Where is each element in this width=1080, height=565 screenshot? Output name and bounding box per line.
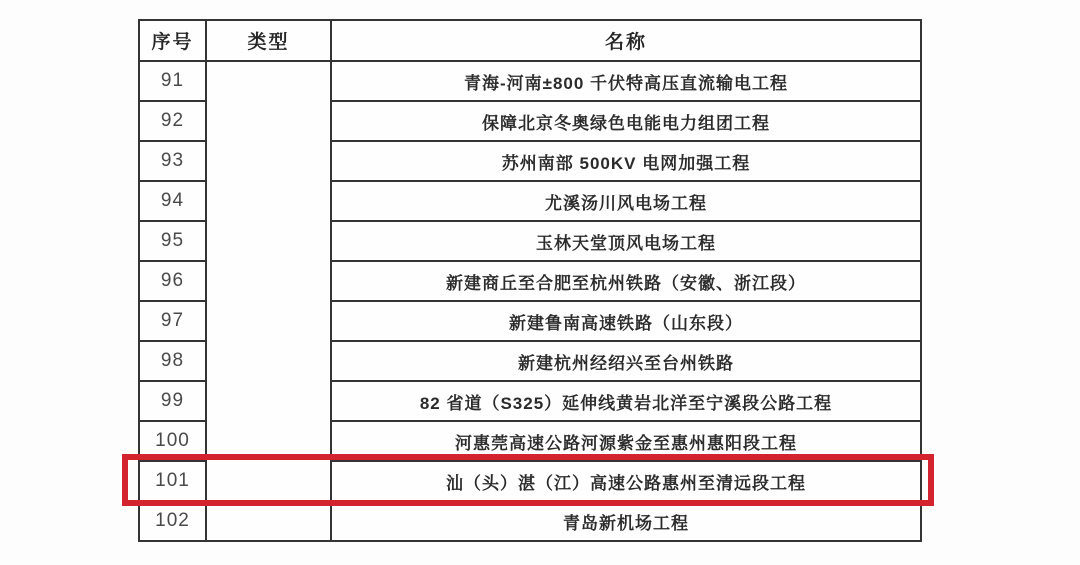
cell-row-number: 95 <box>139 221 206 261</box>
cell-project-name: 新建鲁南高速铁路（山东段） <box>331 301 921 341</box>
cell-project-name: 河惠莞高速公路河源紫金至惠州惠阳段工程 <box>331 421 921 461</box>
cell-row-number: 102 <box>139 501 206 541</box>
cell-project-name: 青岛新机场工程 <box>331 501 921 541</box>
cell-row-number: 98 <box>139 341 206 381</box>
cell-row-number: 97 <box>139 301 206 341</box>
cell-row-number: 94 <box>139 181 206 221</box>
table-header <box>139 20 921 61</box>
cell-project-name: 尤溪汤川风电场工程 <box>331 181 921 221</box>
cell-row-number: 96 <box>139 261 206 301</box>
cell-project-name: 汕（头）湛（江）高速公路惠州至清远段工程 <box>331 461 921 501</box>
header-row <box>139 20 921 61</box>
table-body <box>139 61 921 541</box>
cell-project-name: 82 省道（S325）延伸线黄岩北洋至宁溪段公路工程 <box>331 381 921 421</box>
cell-type-merged <box>206 61 331 541</box>
cell-row-number: 93 <box>139 141 206 181</box>
cell-project-name: 苏州南部 500KV 电网加强工程 <box>331 141 921 181</box>
cell-row-number: 101 <box>139 461 206 501</box>
header-cell-id: 序号 <box>139 20 206 61</box>
cell-row-number: 92 <box>139 101 206 141</box>
cell-row-number: 99 <box>139 381 206 421</box>
header-cell-name: 名称 <box>331 20 921 61</box>
cell-project-name: 新建杭州经绍兴至台州铁路 <box>331 341 921 381</box>
cell-project-name: 青海-河南±800 千伏特高压直流输电工程 <box>331 61 921 101</box>
cell-project-name: 玉林天堂顶风电场工程 <box>331 221 921 261</box>
cell-row-number: 91 <box>139 61 206 101</box>
cell-project-name: 新建商丘至合肥至杭州铁路（安徽、浙江段） <box>331 261 921 301</box>
projects-table <box>138 19 922 542</box>
header-cell-type: 类型 <box>206 20 331 61</box>
cell-project-name: 保障北京冬奥绿色电能电力组团工程 <box>331 101 921 141</box>
cell-row-number: 100 <box>139 421 206 461</box>
table-row <box>139 61 921 101</box>
